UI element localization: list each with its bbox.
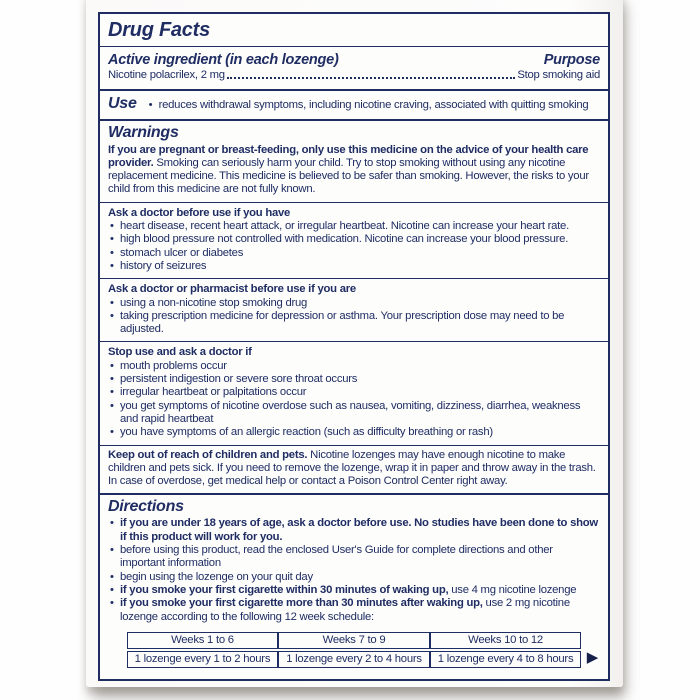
stop-use-item: • irregular heartbeat or palpitations occur bbox=[108, 386, 600, 399]
schedule-header-cell: Weeks 7 to 9 bbox=[278, 632, 430, 649]
ask-doctor-heading: Ask a doctor before use if you have bbox=[108, 206, 291, 219]
keep-out-text: Nicotine lozenges may have enough nicotine to make children and pets sick. If you need to remove the lozenge, wrap it in paper and throw away in the trash. In case of overdose, get medical help or contact a Poison Control Center right away. bbox=[108, 448, 596, 488]
active-ingredient-header bbox=[100, 49, 608, 69]
purpose-value: Stop smoking aid bbox=[517, 69, 600, 81]
directions-heading: Directions bbox=[108, 498, 184, 516]
directions-item-bold: if you are under 18 years of age, ask a doctor before use. No studies have been done to show if this product will work for you. bbox=[120, 517, 598, 543]
drug-facts-title: Drug Facts bbox=[108, 19, 210, 41]
keep-out-warning bbox=[100, 448, 608, 492]
ask-pharmacist-item: • taking prescription medicine for depression or asthma. Your prescription dose may need to be adjusted. bbox=[108, 310, 600, 337]
section-divider bbox=[100, 493, 608, 495]
pregnancy-warning bbox=[100, 143, 608, 200]
directions-list bbox=[100, 517, 608, 626]
ask-doctor-item: • heart disease, recent heart attack, or irregular heartbeat. Nicotine can increase your heart rate. bbox=[108, 220, 600, 233]
stop-use-item: • you have symptoms of an allergic reaction (such as difficulty breathing or rash) bbox=[108, 426, 600, 439]
directions-item bbox=[108, 517, 600, 544]
active-ingredient-row bbox=[100, 69, 608, 87]
section-divider bbox=[100, 119, 608, 121]
stop-use-item: • you get symptoms of nicotine overdose such as nausea, vomiting, dizziness, diarrhea, weakness and rapid heartbeat bbox=[108, 400, 600, 427]
schedule-cell: 1 lozenge every 2 to 4 hours bbox=[278, 651, 430, 668]
directions-item-text: begin using the lozenge on your quit day bbox=[120, 570, 313, 583]
pregnancy-warning-text: Smoking can seriously harm your child. Try to stop smoking without using any nicotine replacement medicine. This medicine is believed to be safer than smoking. However, the risks to your child from this medicine are not fully known. bbox=[108, 156, 589, 196]
directions-item bbox=[108, 597, 600, 624]
purpose-heading: Purpose bbox=[543, 52, 600, 68]
ask-doctor-list bbox=[100, 220, 608, 276]
stop-use-item: • persistent indigestion or severe sore throat occurs bbox=[108, 373, 600, 386]
continue-arrow-icon: ▶ bbox=[586, 649, 598, 666]
pregnancy-warning-bold: If you are pregnant or breast-feeding, only use this medicine on the advice of your health care provider. bbox=[108, 143, 589, 169]
stop-use-list bbox=[100, 360, 608, 443]
ask-pharmacist-list bbox=[100, 297, 608, 340]
directions-item-bold: if you smoke your first cigarette within 30 minutes of waking up, bbox=[120, 583, 449, 596]
dosing-schedule-table bbox=[127, 630, 582, 670]
keep-out-bold: Keep out of reach of children and pets. bbox=[108, 448, 308, 461]
schedule-header-cell: Weeks 10 to 12 bbox=[430, 632, 582, 649]
stop-use-heading: Stop use and ask a doctor if bbox=[108, 346, 252, 359]
ask-doctor-item: • history of seizures bbox=[108, 260, 600, 273]
directions-item-text: use 2 mg nicotine lozenge according to the following 12 week schedule: bbox=[120, 597, 570, 623]
use-text: • reduces withdrawal symptoms, including nicotine craving, associated with quitting smoking bbox=[147, 99, 589, 112]
table-row bbox=[127, 651, 582, 668]
directions-item-text: use 4 mg nicotine lozenge bbox=[448, 583, 577, 596]
dotted-leader bbox=[227, 77, 516, 79]
ask-doctor-item: • stomach ulcer or diabetes bbox=[108, 247, 600, 260]
drug-facts-panel bbox=[98, 12, 610, 681]
use-heading: Use bbox=[108, 95, 137, 113]
divider bbox=[100, 341, 608, 342]
active-ingredient-heading: Active ingredient (in each lozenge) bbox=[108, 52, 339, 68]
schedule-header-cell: Weeks 1 to 6 bbox=[127, 632, 279, 649]
package-back-panel bbox=[86, 0, 623, 687]
use-section bbox=[100, 93, 608, 116]
directions-item bbox=[108, 584, 600, 597]
ask-doctor-item: • high blood pressure not controlled with medication. Nicotine can increase your blood pressure. bbox=[108, 233, 600, 246]
divider bbox=[100, 278, 608, 279]
table-header-row bbox=[127, 632, 582, 649]
ask-pharmacist-item: • using a non-nicotine stop smoking drug bbox=[108, 297, 600, 310]
ask-pharmacist-heading: Ask a doctor or pharmacist before use if you are bbox=[108, 283, 356, 296]
warnings-heading: Warnings bbox=[108, 123, 179, 141]
schedule-cell: 1 lozenge every 4 to 8 hours bbox=[430, 651, 582, 668]
schedule-cell: 1 lozenge every 1 to 2 hours bbox=[127, 651, 279, 668]
directions-item bbox=[108, 544, 600, 571]
directions-item-bold: if you smoke your first cigarette more than 30 minutes after waking up, bbox=[120, 597, 483, 610]
stop-use-item: • mouth problems occur bbox=[108, 360, 600, 373]
divider bbox=[100, 46, 608, 47]
divider bbox=[100, 202, 608, 203]
section-divider bbox=[100, 89, 608, 91]
ingredient-name: Nicotine polacrilex, 2 mg bbox=[108, 69, 225, 81]
divider bbox=[100, 445, 608, 446]
directions-item bbox=[108, 571, 600, 584]
directions-item-text: before using this product, read the enclosed User's Guide for complete directions and other important information bbox=[120, 544, 553, 570]
